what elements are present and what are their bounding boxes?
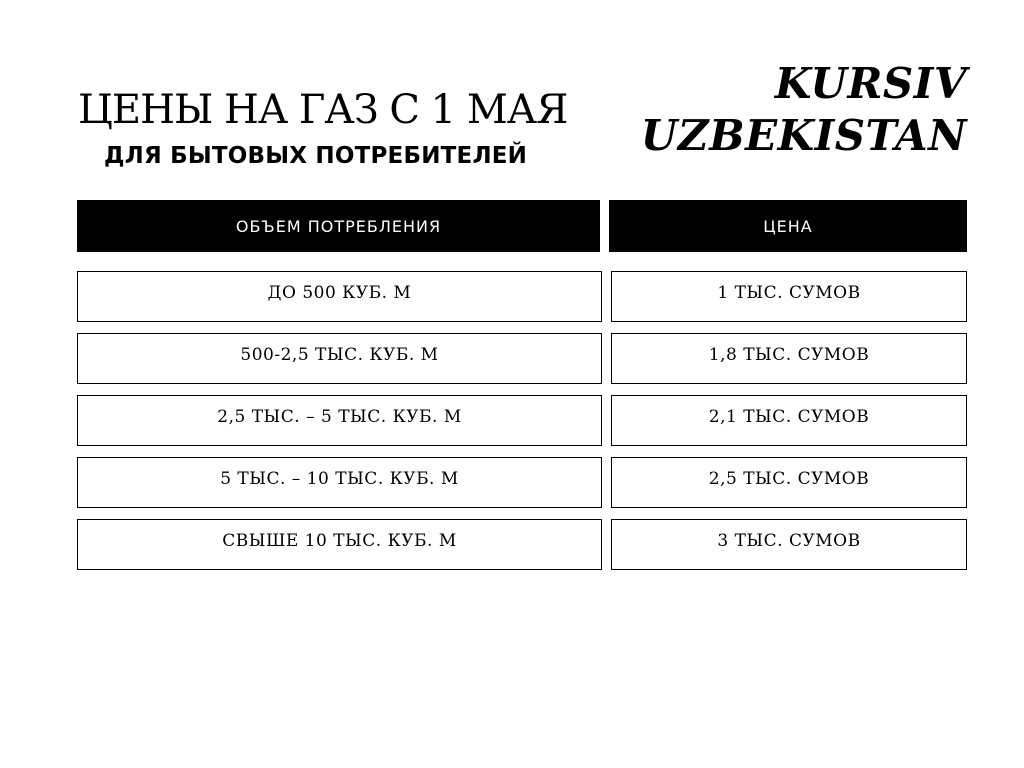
brand-logo [641,58,967,162]
column-header-volume: ОБЪЕМ ПОТРЕБЛЕНИЯ [77,200,600,252]
page-title: ЦЕНЫ НА ГАЗ С 1 МАЯ [78,87,568,133]
volume-cell: ДО 500 КУБ. М [77,271,602,322]
page-subtitle: ДЛЯ БЫТОВЫХ ПОТРЕБИТЕЛЕЙ [104,143,528,169]
column-header-price: ЦЕНА [609,200,967,252]
volume-cell: 2,5 ТЫС. – 5 ТЫС. КУБ. М [77,395,602,446]
price-cell: 2,1 ТЫС. СУМОВ [611,395,967,446]
price-cell: 2,5 ТЫС. СУМОВ [611,457,967,508]
price-cell: 3 ТЫС. СУМОВ [611,519,967,570]
volume-cell: СВЫШЕ 10 ТЫС. КУБ. М [77,519,602,570]
logo-line-2: UZBEKISTAN [640,111,967,160]
price-cell: 1,8 ТЫС. СУМОВ [611,333,967,384]
price-cell: 1 ТЫС. СУМОВ [611,271,967,322]
volume-cell: 500-2,5 ТЫС. КУБ. М [77,333,602,384]
volume-cell: 5 ТЫС. – 10 ТЫС. КУБ. М [77,457,602,508]
logo-line-1: KURSIV [774,59,967,108]
